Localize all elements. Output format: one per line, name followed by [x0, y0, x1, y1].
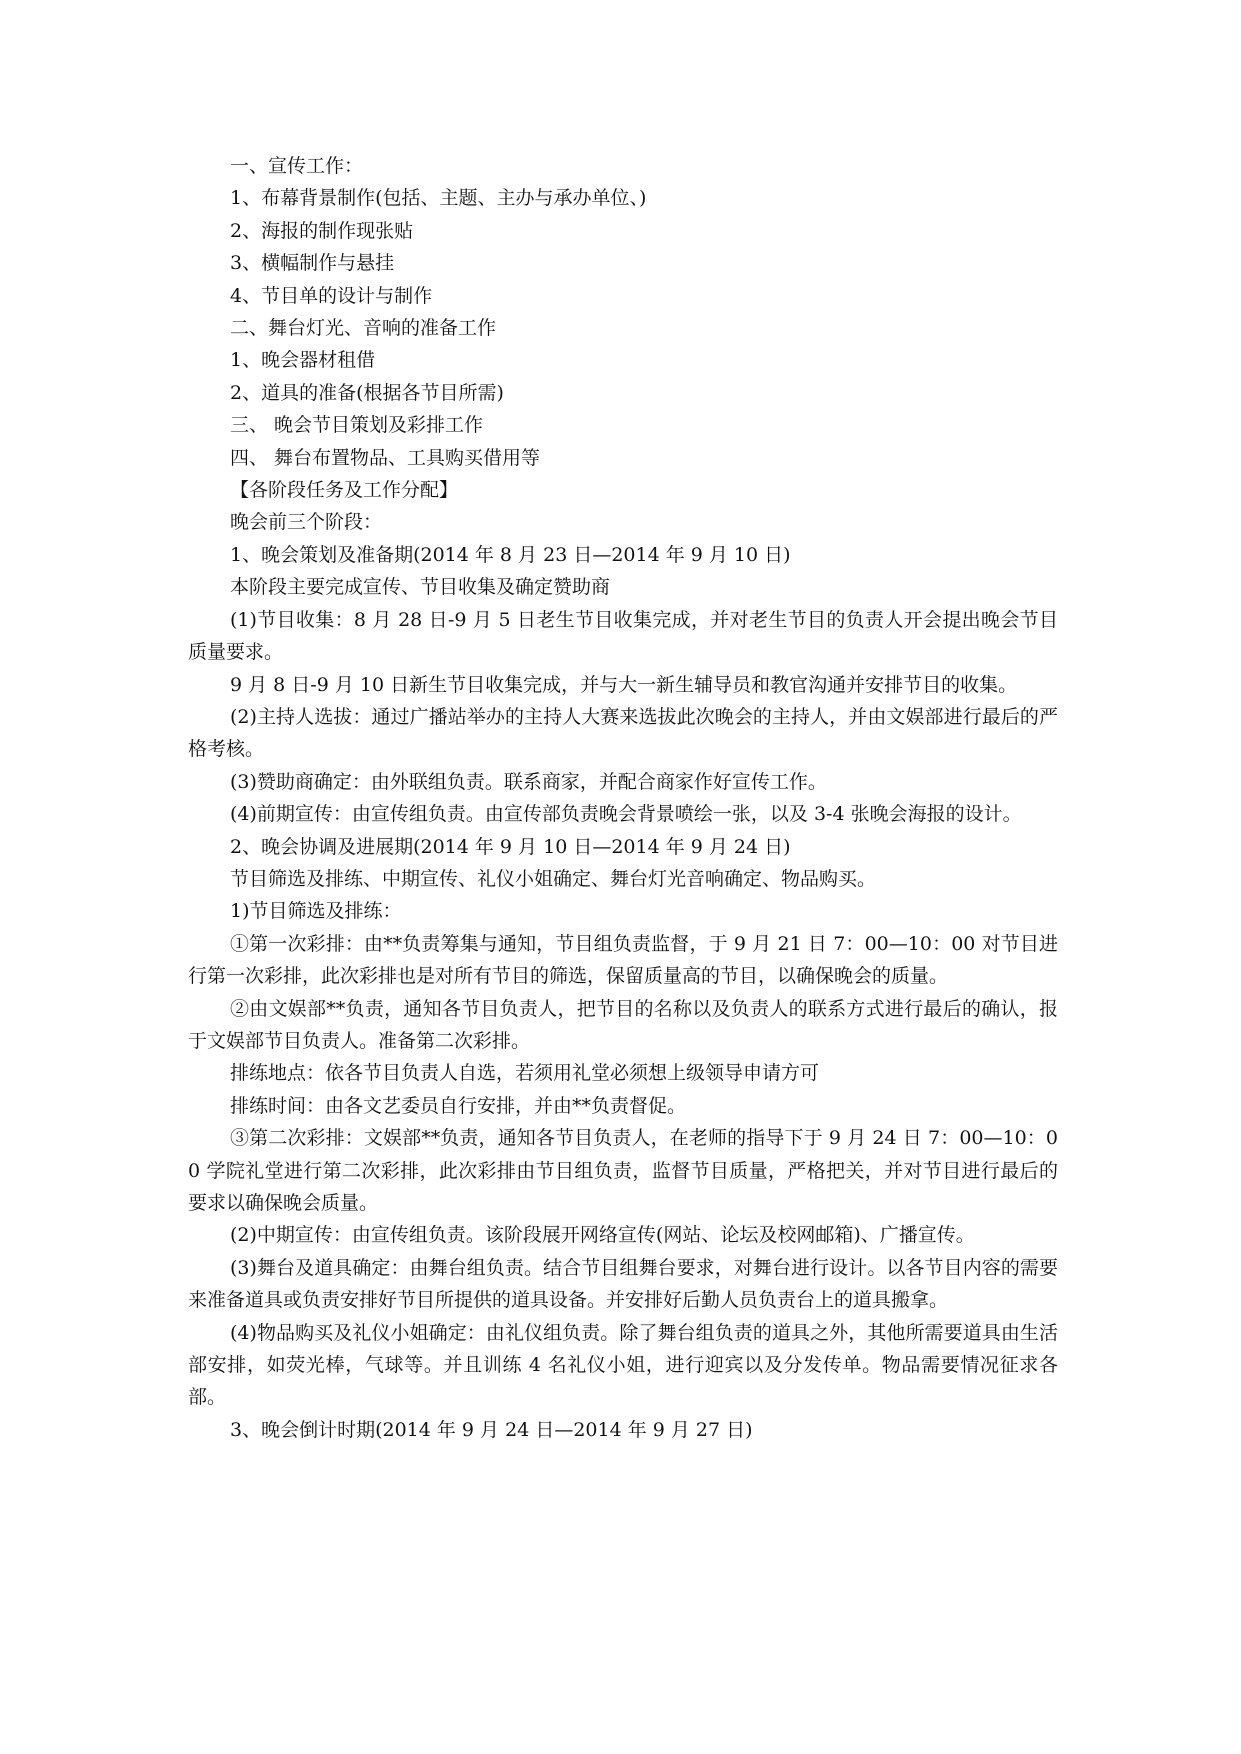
paragraph: (4)物品购买及礼仪小姐确定：由礼仪组负责。除了舞台组负责的道具之外，其他所需要道具由生活部安排，如荧光棒，气球等。并且训练 4 名礼仪小姐，进行迎宾以及分发传单。物品需要情况征求各部。	[188, 1321, 1058, 1409]
paragraph: 排练时间：由各文艺委员自行安排，并由**负责督促。	[230, 1094, 687, 1117]
paragraph: 9 月 8 日-9 月 10 日新生节目收集完成，并与大一新生辅导员和教官沟通并安排节目的收集。	[230, 673, 1018, 696]
paragraph: ③第二次彩排：文娱部**负责，通知各节目负责人，在老师的指导下于 9 月 24 日 7：00—10：00 学院礼堂进行第二次彩排，此次彩排由节目组负责，监督节目质量，严格把关，并对节目进行最后的要求以确保晚会质量。	[188, 1127, 1058, 1214]
paragraph: (4)前期宣传：由宣传组负责。由宣传部负责晚会背景喷绘一张，以及 3-4 张晚会海报的设计。	[230, 803, 1022, 826]
phase-heading-3: 3、晚会倒计时期(2014 年 9 月 24 日—2014 年 9 月 27 日)	[230, 1418, 753, 1441]
paragraph: (3)赞助商确定：由外联组负责。联系商家，并配合商家作好宣传工作。	[230, 770, 827, 793]
phase-heading-2: 2、晚会协调及进展期(2014 年 9 月 10 日—2014 年 9 月 24 日)	[230, 835, 791, 858]
paragraph: 1)节目筛选及排练：	[230, 900, 402, 923]
paragraph: 晚会前三个阶段：	[230, 511, 383, 534]
phase-heading-1: 1、晚会策划及准备期(2014 年 8 月 23 日—2014 年 9 月 10 日)	[230, 543, 791, 566]
list-item: 2、道具的准备(根据各节目所需)	[230, 381, 504, 404]
paragraph: (2)中期宣传：由宣传组负责。该阶段展开网络宣传(网站、论坛及校网邮箱)、广播宣传。	[230, 1224, 975, 1247]
paragraph: ②由文娱部**负责，通知各节目负责人，把节目的名称以及负责人的联系方式进行最后的确认，报于文娱部节目负责人。准备第二次彩排。	[188, 997, 1058, 1052]
paragraph: (2)主持人选拔：通过广播站举办的主持人大赛来选拔此次晚会的主持人，并由文娱部进行最后的严格考核。	[188, 705, 1058, 761]
section-heading-publicity: 一、宣传工作：	[230, 155, 364, 177]
paragraph: (3)舞台及道具确定：由舞台组负责。结合节目组舞台要求，对舞台进行设计。以各节目内容的需要来准备道具或负责安排好节目所提供的道具设备。并安排好后勤人员负责台上的道具搬拿。	[188, 1256, 1058, 1312]
list-item: 2、海报的制作现张贴	[230, 219, 414, 242]
document-page	[188, 150, 1058, 1446]
list-item: 3、横幅制作与悬挂	[230, 252, 395, 275]
paragraph: 排练地点：依各节目负责人自选，若须用礼堂必须想上级领导申请方可	[230, 1062, 820, 1085]
section-heading-planning: 三、 晚会节目策划及彩排工作	[230, 414, 484, 437]
list-item: 1、布幕背景制作(包括、主题、主办与承办单位、)	[230, 187, 647, 210]
paragraph: (1)节目收集：8 月 28 日-9 月 5 日老生节目收集完成，并对老生节目的负责人开会提出晚会节目质量要求。	[188, 608, 1058, 664]
list-item: 4、节目单的设计与制作	[230, 284, 433, 307]
section-heading-purchase: 四、 舞台布置物品、工具购买借用等	[230, 446, 541, 469]
paragraph: 本阶段主要完成宣传、节目收集及确定赞助商	[230, 576, 611, 599]
list-item: 1、晚会器材租借	[230, 349, 376, 372]
paragraph: 节目筛选及排练、中期宣传、礼仪小姐确定、舞台灯光音响确定、物品购买。	[230, 867, 877, 890]
section-heading-tasks: 【各阶段任务及工作分配】	[230, 479, 459, 502]
section-heading-stage: 二、舞台灯光、音响的准备工作	[230, 317, 497, 340]
paragraph: ①第一次彩排：由**负责筹集与通知，节目组负责监督，于 9 月 21 日 7：00—10：00 对节目进行第一次彩排，此次彩排也是对所有节目的筛选，保留质量高的节目，以确保晚会的质量。	[188, 932, 1058, 988]
